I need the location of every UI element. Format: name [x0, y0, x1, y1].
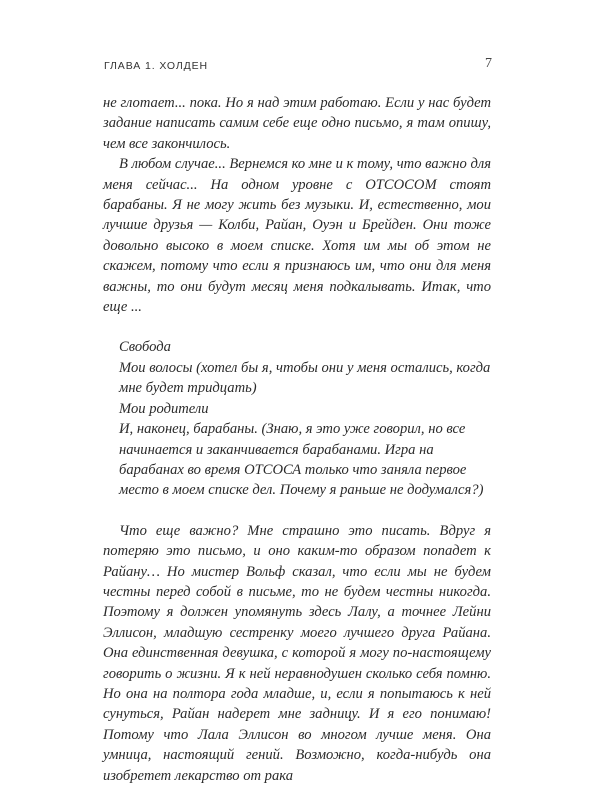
blank-line	[103, 317, 491, 337]
list-item-parents: Мои родители	[119, 400, 209, 417]
paragraph-2: В любом случае... Вернемся ко мне и к тому, что важно для меня сейчас... На одном уровне с ОТСОСОМ стоят барабаны. Я не могу жить без музыки. И, естественно, мои лучшие друзья — Колби, Райан, Оуэн и Брейден. Они тоже довольно высоко в моем списке. Хотя им мы об этом не скажем, потому что если я признаюсь им, что они для меня важны, то они будут месяц меня подкалывать. Итак, что еще ...	[103, 156, 491, 316]
list-item-hair: Мои волосы (хотел бы я, чтобы они у меня остались, когда мне будет тридцать)	[119, 359, 491, 397]
blank-line	[103, 501, 491, 521]
paragraph-3: Что еще важно? Мне страшно это писать. Вдруг я потеряю это письмо, и оно каким-то образом попадет к Райану… Но мистер Вольф сказал, что если мы не будем честны перед собой в письме, то не будем честны никогда. Поэтому я должен упомянуть здесь Лалу, а точнее Лейни Эллисон, младшую сестренку моего лучшего друга Райана. Она единственная девушка, с которой я могу по-настоящему говорить о жизни. Я к ней неравнодушен сколько себя помню. Но она на полтора года младше, и, если я попытаюсь к ней сунуться, Райан надерет мне задницу. И я его понимаю! Потому что Лала Эллисон во многом лучше меня. Она умница, настоящий гений. Возможно, когда-нибудь она изобретет лекарство от рака	[103, 522, 491, 784]
important-things-list	[103, 337, 491, 500]
page-body	[103, 93, 491, 786]
paragraph-1: не глотает... пока. Но я над этим работаю. Если у нас будет задание написать самим себе еще одно письмо, я там опишу, чем все закончилось.	[103, 95, 491, 152]
list-item-drums: И, наконец, барабаны. (Знаю, я это уже говорил, но все начинается и заканчивается барабанами. Игра на барабанах во время ОТСОСА только что заняла первое место в моем списке дел. Почему я раньше не додумался?)	[119, 421, 484, 499]
list-item-freedom: Свобода	[119, 339, 171, 356]
running-head-chapter: ГЛАВА 1. ХОЛДЕН	[104, 60, 209, 72]
page-number: 7	[485, 56, 492, 71]
